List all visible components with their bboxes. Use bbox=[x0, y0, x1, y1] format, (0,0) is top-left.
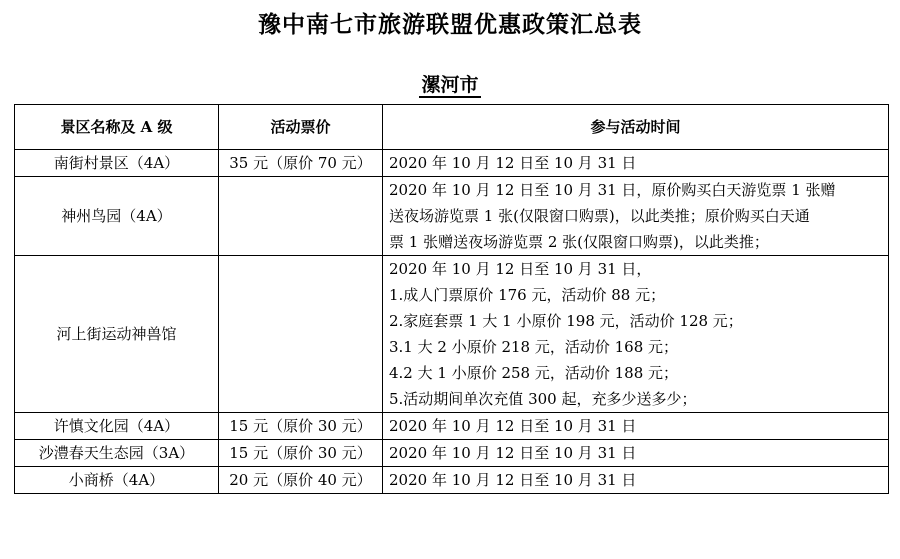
document-title: 豫中南七市旅游联盟优惠政策汇总表 bbox=[258, 12, 642, 38]
time-line: 4.2 大 1 小原价 258 元，活动价 188 元； bbox=[389, 364, 679, 382]
time-line: 2020 年 10 月 12 日至 10 月 31 日，原价购买白天游览票 1 张赠 bbox=[389, 181, 836, 199]
time-line: 1.成人门票原价 176 元，活动价 88 元； bbox=[389, 286, 666, 304]
table-row bbox=[15, 256, 889, 413]
time-cell bbox=[383, 413, 889, 440]
table-header-row bbox=[15, 105, 889, 150]
scenic-name-cell: 神州鸟园（4A） bbox=[15, 177, 219, 256]
price-cell: 15 元（原价 30 元） bbox=[219, 413, 383, 440]
header-ticket-price: 活动票价 bbox=[219, 105, 383, 150]
price-cell: 20 元（原价 40 元） bbox=[219, 467, 383, 494]
header-activity-time: 参与活动时间 bbox=[383, 105, 889, 150]
table-row bbox=[15, 413, 889, 440]
time-line: 票 1 张赠送夜场游览票 2 张(仅限窗口购票)，以此类推； bbox=[389, 233, 769, 251]
time-line: 2.家庭套票 1 大 1 小原价 198 元，活动价 128 元； bbox=[389, 312, 743, 330]
city-heading bbox=[0, 70, 900, 97]
price-cell bbox=[219, 177, 383, 256]
time-line: 2020 年 10 月 12 日至 10 月 31 日， bbox=[389, 260, 652, 278]
table-row bbox=[15, 440, 889, 467]
price-cell: 35 元（原价 70 元） bbox=[219, 150, 383, 177]
time-cell bbox=[383, 256, 889, 413]
table-row bbox=[15, 177, 889, 256]
time-line: 2020 年 10 月 12 日至 10 月 31 日 bbox=[389, 444, 637, 462]
price-cell bbox=[219, 256, 383, 413]
time-line: 2020 年 10 月 12 日至 10 月 31 日 bbox=[389, 154, 637, 172]
policy-table bbox=[14, 104, 889, 494]
price-cell: 15 元（原价 30 元） bbox=[219, 440, 383, 467]
time-line: 5.活动期间单次充值 300 起，充多少送多少； bbox=[389, 390, 697, 408]
time-line: 2020 年 10 月 12 日至 10 月 31 日 bbox=[389, 417, 637, 435]
time-cell bbox=[383, 440, 889, 467]
time-line: 3.1 大 2 小原价 218 元，活动价 168 元； bbox=[389, 338, 679, 356]
scenic-name-cell: 河上街运动神兽馆 bbox=[15, 256, 219, 413]
time-cell bbox=[383, 150, 889, 177]
scenic-name-cell: 沙澧春天生态园（3A） bbox=[15, 440, 219, 467]
city-heading-text: 漯河市 bbox=[421, 74, 479, 96]
time-line: 送夜场游览票 1 张(仅限窗口购票)，以此类推；原价购买白天通 bbox=[389, 207, 810, 225]
header-scenic-name: 景区名称及 A 级 bbox=[15, 105, 219, 150]
time-cell bbox=[383, 177, 889, 256]
scenic-name-cell: 南街村景区（4A） bbox=[15, 150, 219, 177]
table-row bbox=[15, 467, 889, 494]
time-line: 2020 年 10 月 12 日至 10 月 31 日 bbox=[389, 471, 637, 489]
scenic-name-cell: 许慎文化园（4A） bbox=[15, 413, 219, 440]
table-row bbox=[15, 150, 889, 177]
time-cell bbox=[383, 467, 889, 494]
scenic-name-cell: 小商桥（4A） bbox=[15, 467, 219, 494]
